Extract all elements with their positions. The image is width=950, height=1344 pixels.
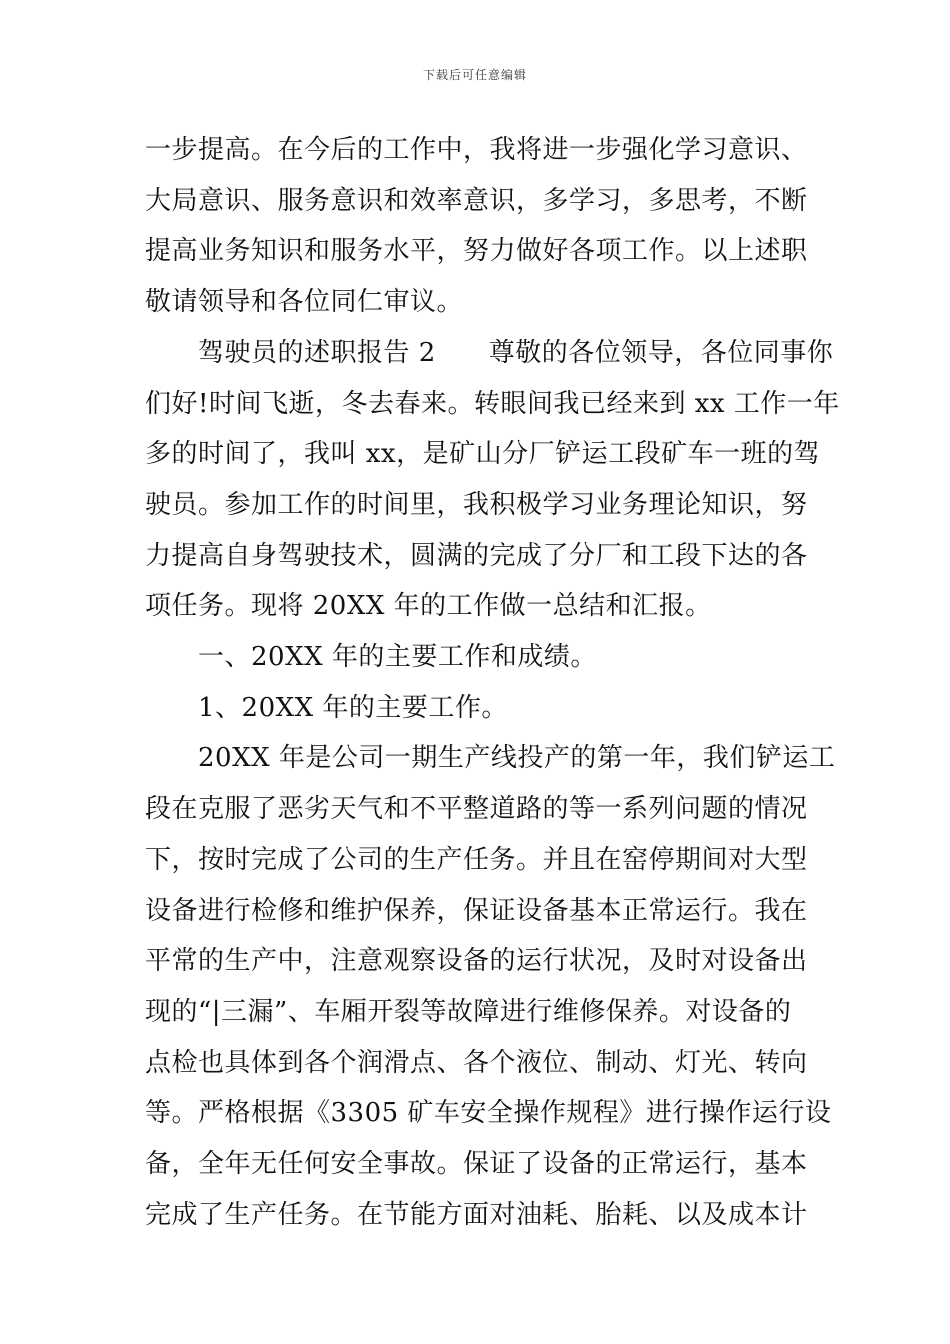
text-line: 一、20XX 年的主要工作和成绩。	[145, 642, 597, 672]
text-line: 1、20XX 年的主要工作。	[145, 692, 508, 723]
text-line: 设备进行检修和维护保养，保证设备基本正常运行。我在	[145, 895, 808, 926]
text-line: 力提高自身驾驶技术，圆满的完成了分厂和工段下达的各	[145, 540, 808, 571]
text-line: 下，按时完成了公司的生产任务。并且在窑停期间对大型	[145, 844, 808, 875]
text-line: 驾驶员的述职报告 2 尊敬的各位领导，各位同事你	[145, 337, 834, 368]
text-line: 完成了生产任务。在节能方面对油耗、胎耗、以及成本计	[145, 1199, 808, 1230]
text-line: 等。严格根据《3305 矿车安全操作规程》进行操作运行设	[145, 1098, 832, 1129]
text-line: 们好!时间飞逝，冬去春来。转眼间我已经来到 xx 工作一年	[145, 388, 840, 419]
text-line: 20XX 年是公司一期生产线投产的第一年，我们铲运工	[145, 743, 836, 774]
text-line: 大局意识、服务意识和效率意识，多学习，多思考，不断	[145, 185, 808, 216]
text-line: 点检也具体到各个润滑点、各个液位、制动、灯光、转向	[145, 1047, 808, 1078]
text-line: 项任务。现将 20XX 年的工作做一总结和汇报。	[145, 591, 712, 622]
text-line: 段在克服了恶劣天气和不平整道路的等一系列问题的情况	[145, 794, 808, 825]
text-line: 平常的生产中，注意观察设备的运行状况，及时对设备出	[145, 946, 808, 977]
page-header: 下载后可任意编辑	[422, 68, 527, 82]
text-line: 现的“|三漏”、车厢开裂等故障进行维修保养。对设备的	[145, 996, 792, 1027]
text-line: 多的时间了，我叫 xx，是矿山分厂铲运工段矿车一班的驾	[145, 439, 821, 470]
text-line: 提高业务知识和服务水平，努力做好各项工作。以上述职	[145, 236, 808, 267]
text-line: 备，全年无任何安全事故。保证了设备的正常运行，基本	[145, 1149, 808, 1179]
text-line: 一步提高。在今后的工作中，我将进一步强化学习意识、	[145, 135, 808, 165]
text-line: 敬请领导和各位同仁审议。	[145, 287, 464, 318]
text-line: 驶员。参加工作的时间里，我积极学习业务理论知识，努	[145, 489, 808, 520]
